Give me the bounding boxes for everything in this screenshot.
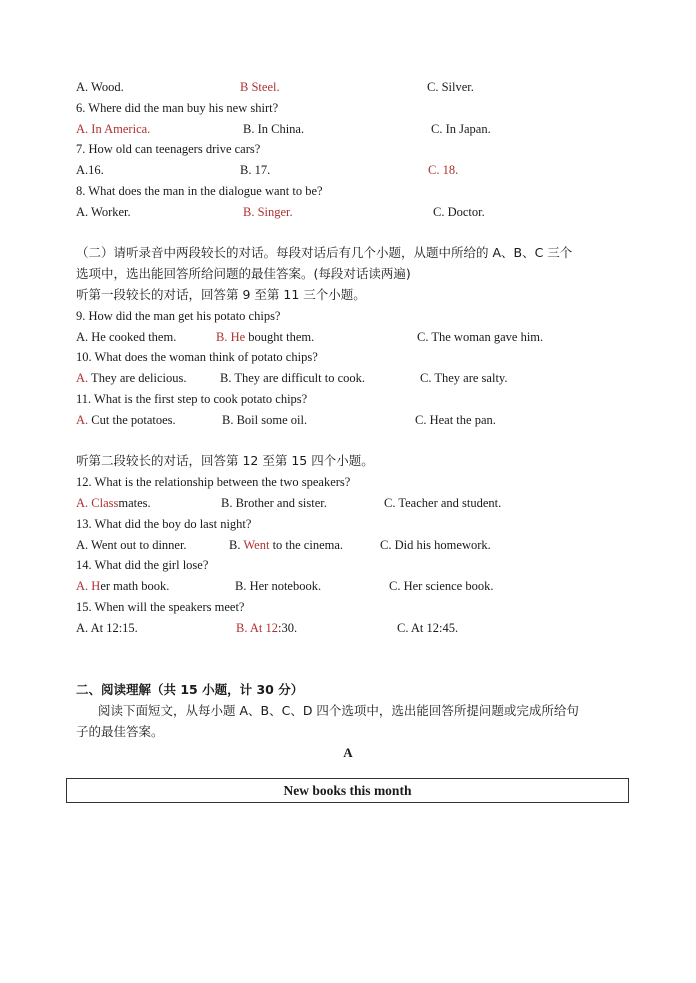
passage-title-box: [66, 778, 629, 803]
q6-option-b: B. In China.: [243, 122, 305, 136]
option-text: er math book.: [100, 579, 170, 593]
q15-option-b: [236, 620, 297, 636]
q7-option-a: A.16.: [76, 163, 104, 177]
q10-option-a: [76, 370, 187, 386]
q13-option-a: A. Went out to dinner.: [76, 538, 187, 552]
passage-label: A: [343, 745, 353, 760]
q11-option-b: B. Boil some oil.: [222, 413, 308, 427]
answer-highlight: B. At 12: [236, 621, 279, 635]
q5-option-b: [240, 79, 280, 95]
option-text: Steel.: [248, 80, 280, 94]
q8-stem: 8. What does the man in the dialogue want to be?: [76, 184, 323, 198]
q8-option-a: A. Worker.: [76, 205, 131, 219]
reading-section-title: 二、阅读理解（共 15 小题，计 30 分）: [76, 682, 304, 697]
q14-option-a: [76, 578, 169, 594]
dialog1-instruction: 听第一段较长的对话，回答第 9 至第 11 三个小题。: [76, 287, 366, 302]
q11-option-a: [76, 412, 176, 428]
answer-highlight: Went: [240, 538, 270, 552]
q11-option-c: C. Heat the pan.: [415, 413, 496, 427]
q5-option-c: C. Silver.: [427, 80, 474, 94]
q10-option-c: C. They are salty.: [420, 371, 508, 385]
part2-instruction-line2: 选项中，选出能回答所给问题的最佳答案。(每段对话读两遍): [76, 266, 411, 281]
reading-instruction-line2: 子的最佳答案。: [76, 724, 164, 739]
answer-highlight: B. He: [216, 330, 246, 344]
option-text: Cut the potatoes.: [88, 413, 176, 427]
q13-option-c: C. Did his homework.: [380, 538, 491, 552]
q8-option-c: C. Doctor.: [433, 205, 485, 219]
q12-option-b: B. Brother and sister.: [221, 496, 327, 510]
option-text: bought them.: [245, 330, 315, 344]
answer-highlight: A. Class: [76, 496, 119, 510]
q10-stem: 10. What does the woman think of potato chips?: [76, 350, 318, 364]
option-text: to the cinema.: [269, 538, 344, 552]
q5-option-a: A. Wood.: [76, 80, 124, 94]
q9-stem: 9. How did the man get his potato chips?: [76, 309, 281, 323]
q8-option-b: B. Singer.: [243, 205, 293, 219]
q9-option-c: C. The woman gave him.: [417, 330, 544, 344]
option-text: mates.: [118, 496, 151, 510]
q10-option-b: B. They are difficult to cook.: [220, 371, 365, 385]
q13-stem: 13. What did the boy do last night?: [76, 517, 252, 531]
q15-stem: 15. When will the speakers meet?: [76, 600, 245, 614]
passage-title: New books this month: [283, 782, 412, 798]
q9-option-a: A. He cooked them.: [76, 330, 177, 344]
answer-highlight: B: [240, 80, 249, 94]
option-text: In America.: [88, 122, 151, 136]
q11-stem: 11. What is the first step to cook potato chips?: [76, 392, 308, 406]
q12-option-c: C. Teacher and student.: [384, 496, 502, 510]
option-text: :30.: [278, 621, 298, 635]
q15-option-c: C. At 12:45.: [397, 621, 459, 635]
q13-option-b: [229, 537, 343, 553]
q15-option-a: A. At 12:15.: [76, 621, 138, 635]
part2-instruction-line1: （二）请听录音中两段较长的对话。每段对话后有几个小题，从题中所给的 A、B、C 三个: [76, 245, 573, 260]
q14-option-c: C. Her science book.: [389, 579, 494, 593]
option-letter: B.: [229, 538, 241, 552]
reading-instruction-line1: 阅读下面短文，从每小题 A、B、C、D 四个选项中，选出能回答所提问题或完成所给句: [98, 703, 579, 718]
answer-highlight: A.: [76, 371, 89, 385]
q7-stem: 7. How old can teenagers drive cars?: [76, 142, 261, 156]
q12-stem: 12. What is the relationship between the two speakers?: [76, 475, 351, 489]
answer-highlight: A. H: [76, 579, 101, 593]
q6-option-c: C. In Japan.: [431, 122, 491, 136]
answer-highlight: A.: [76, 122, 89, 136]
q6-option-a: [76, 121, 150, 137]
q9-option-b: [216, 329, 314, 345]
q12-option-a: [76, 495, 151, 511]
q6-stem: 6. Where did the man buy his new shirt?: [76, 101, 279, 115]
dialog2-instruction: 听第二段较长的对话，回答第 12 至第 15 四个小题。: [76, 453, 374, 468]
q7-option-b: B. 17.: [240, 163, 271, 177]
q7-option-c: C. 18.: [428, 163, 459, 177]
answer-highlight: A.: [76, 413, 89, 427]
q14-stem: 14. What did the girl lose?: [76, 558, 209, 572]
option-text: They are delicious.: [88, 371, 187, 385]
q14-option-b: B. Her notebook.: [235, 579, 322, 593]
